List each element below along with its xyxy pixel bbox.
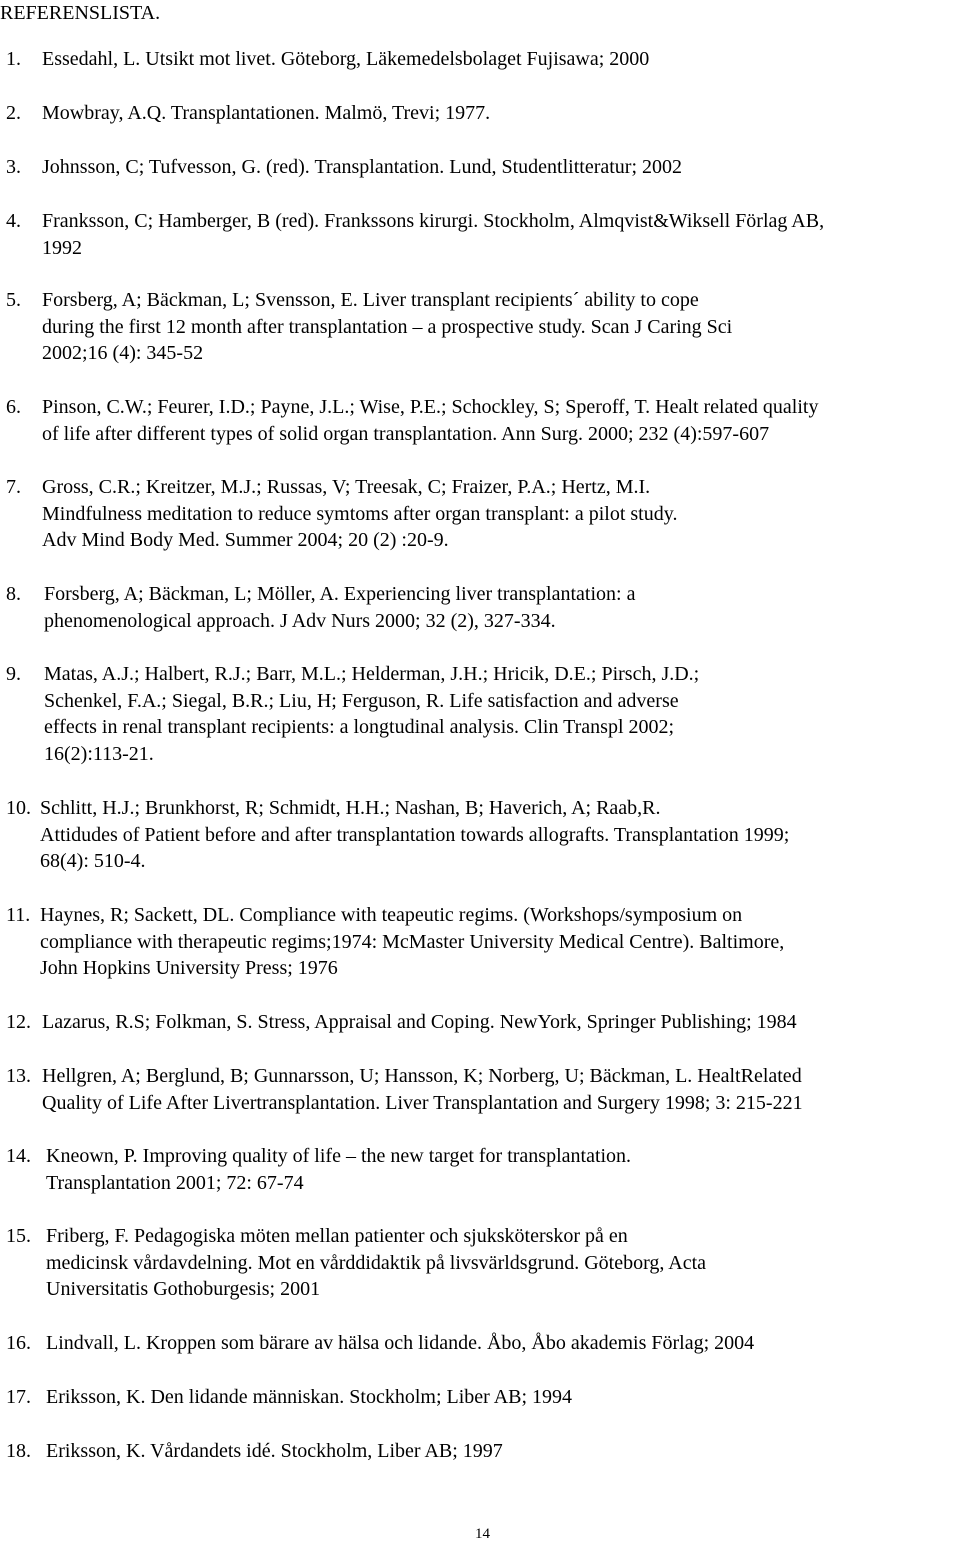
reference-text-line: during the first 12 month after transplantation – a prospective study. Scan J Caring Sci xyxy=(42,315,733,338)
reference-text-line: Forsberg, A; Bäckman, L; Möller, A. Experiencing liver transplantation: a xyxy=(44,583,636,605)
reference-text-line: Universitatis Gothoburgesis; 2001 xyxy=(46,1278,321,1300)
reference-number: 8. xyxy=(6,583,21,605)
reference-number: 6. xyxy=(6,396,21,418)
reference-text-line: Gross, C.R.; Kreitzer, M.J.; Russas, V; Treesak, C; Fraizer, P.A.; Hertz, M.I. xyxy=(42,476,651,498)
reference-text-line: Quality of Life After Livertransplantation. Liver Transplantation and Surgery 1998; 3: 215-221 xyxy=(42,1091,803,1114)
reference-text-line: Friberg, F. Pedagogiska möten mellan patienter och sjuksköterskor på en xyxy=(46,1225,628,1247)
reference-text-line: medicinsk vårdavdelning. Mot en vårddidaktik på livsvärldsgrund. Göteborg, Acta xyxy=(46,1251,707,1274)
reference-text-line: 16(2):113-21. xyxy=(44,742,154,765)
reference-number: 16. xyxy=(6,1332,31,1354)
reference-text-line: Essedahl, L. Utsikt mot livet. Göteborg, Läkemedelsbolaget Fujisawa; 2000 xyxy=(42,48,650,70)
reference-text-line: Mindfulness meditation to reduce symtoms after organ transplant: a pilot study. xyxy=(42,502,678,525)
reference-text-line: Hellgren, A; Berglund, B; Gunnarsson, U; Hansson, K; Norberg, U; Bäckman, L. HealtRelated xyxy=(42,1065,802,1087)
reference-number: 5. xyxy=(6,289,21,311)
reference-number: 4. xyxy=(6,210,21,232)
reference-text-line: effects in renal transplant recipients: a longtudinal analysis. Clin Transpl 2002; xyxy=(44,716,675,738)
reference-text-line: Lindvall, L. Kroppen som bärare av hälsa och lidande. Åbo, Åbo akademis Förlag; 2004 xyxy=(46,1332,755,1354)
reference-text-line: Johnsson, C; Tufvesson, G. (red). Transplantation. Lund, Studentlitteratur; 2002 xyxy=(42,156,682,178)
reference-number: 1. xyxy=(6,48,21,70)
reference-number: 2. xyxy=(6,102,21,124)
reference-text-line: Schenkel, F.A.; Siegal, B.R.; Liu, H; Ferguson, R. Life satisfaction and adverse xyxy=(44,689,679,712)
page-title: REFERENSLISTA. xyxy=(0,2,161,24)
reference-number: 18. xyxy=(6,1440,31,1462)
reference-text-line: Eriksson, K. Vårdandets idé. Stockholm, Liber AB; 1997 xyxy=(46,1440,503,1462)
reference-text-line: Kneown, P. Improving quality of life – the new target for transplantation. xyxy=(46,1145,632,1167)
reference-text-line: 2002;16 (4): 345-52 xyxy=(42,342,204,364)
reference-number: 7. xyxy=(6,476,21,498)
reference-text-line: John Hopkins University Press; 1976 xyxy=(40,957,338,979)
reference-number: 17. xyxy=(6,1386,31,1408)
reference-text-line: Schlitt, H.J.; Brunkhorst, R; Schmidt, H.H.; Nashan, B; Haverich, A; Raab,R. xyxy=(40,797,661,819)
reference-text-line: Mowbray, A.Q. Transplantationen. Malmö, Trevi; 1977. xyxy=(42,102,491,124)
reference-text-line: Adv Mind Body Med. Summer 2004; 20 (2) :20-9. xyxy=(42,529,449,551)
reference-text-line: Franksson, C; Hamberger, B (red). Frankssons kirurgi. Stockholm, Almqvist&Wiksell Förlag AB, xyxy=(42,210,825,232)
reference-number: 3. xyxy=(6,156,21,178)
reference-text-line: Eriksson, K. Den lidande människan. Stockholm; Liber AB; 1994 xyxy=(46,1386,573,1408)
reference-number: 11. xyxy=(6,904,31,926)
reference-number: 15. xyxy=(6,1225,31,1247)
reference-text-line: Transplantation 2001; 72: 67-74 xyxy=(46,1171,304,1194)
page-number: 14 xyxy=(475,1526,490,1542)
reference-text-line: Pinson, C.W.; Feurer, I.D.; Payne, J.L.; Wise, P.E.; Schockley, S; Speroff, T. Healt related quality xyxy=(42,396,819,418)
reference-text-line: Haynes, R; Sackett, DL. Compliance with teapeutic regims. (Workshops/symposium on xyxy=(40,904,743,926)
reference-text-line: Matas, A.J.; Halbert, R.J.; Barr, M.L.; Helderman, J.H.; Hricik, D.E.; Pirsch, J.D.; xyxy=(44,663,700,685)
reference-text-line: 68(4): 510-4. xyxy=(40,850,146,872)
reference-text-line: of life after different types of solid organ transplantation. Ann Surg. 2000; 232 (4):597-607 xyxy=(42,422,770,445)
reference-number: 9. xyxy=(6,663,21,685)
reference-text-line: Forsberg, A; Bäckman, L; Svensson, E. Liver transplant recipients´ ability to cope xyxy=(42,289,699,311)
reference-number: 10. xyxy=(6,797,31,819)
reference-text-line: phenomenological approach. J Adv Nurs 2000; 32 (2), 327-334. xyxy=(44,609,556,632)
reference-number: 13. xyxy=(6,1065,31,1087)
reference-text-line: Attidudes of Patient before and after transplantation towards allografts. Transplantation 1999; xyxy=(40,823,790,846)
reference-text-line: 1992 xyxy=(42,236,82,259)
reference-number: 12. xyxy=(6,1011,31,1033)
reference-text-line: compliance with therapeutic regims;1974: McMaster University Medical Centre). Baltimore, xyxy=(40,930,785,953)
reference-number: 14. xyxy=(6,1145,31,1167)
reference-text-line: Lazarus, R.S; Folkman, S. Stress, Appraisal and Coping. NewYork, Springer Publishing; 1984 xyxy=(42,1011,797,1033)
